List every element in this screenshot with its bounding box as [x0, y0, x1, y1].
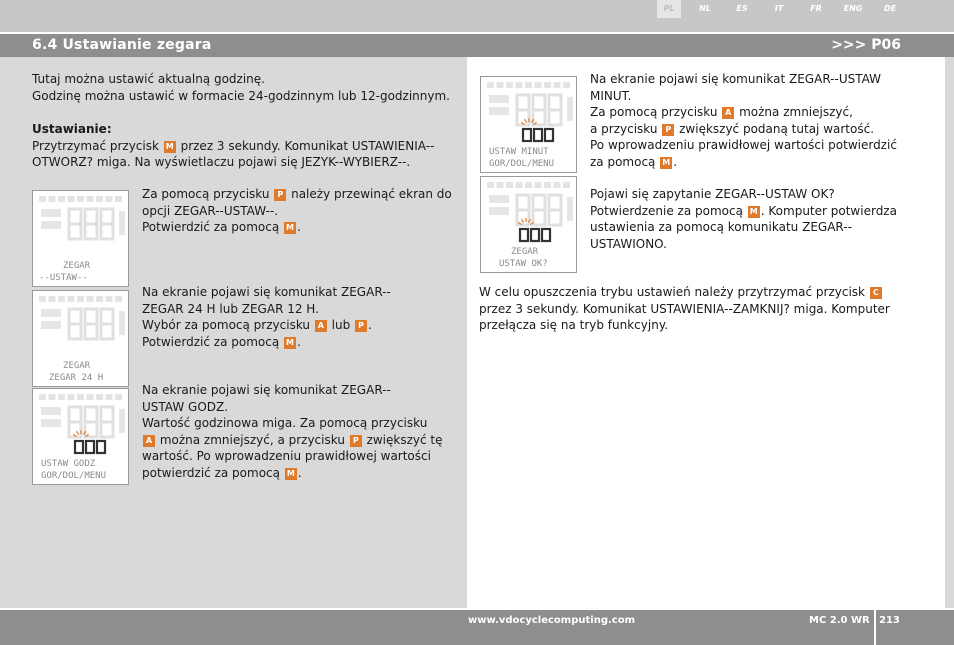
lcd-caption-5a: ZEGAR [511, 247, 539, 257]
lang-tab-pl[interactable]: PL [657, 0, 681, 18]
lcd-screen-2 [32, 290, 129, 387]
step-3-text: Na ekranie pojawi się komunikat ZEGAR-- USTAW GODZ. Wartość godzinowa miga. Za pomocą przycisku A można zmniejszyć, a przycisku P zwiększyć tę wartość. Po wprowadzeniu prawidłowej wartości potwierdzić za pomocą M . [142, 383, 443, 480]
lcd-caption-5b: USTAW OK? [499, 259, 548, 269]
right-edge-strip [945, 57, 954, 608]
a-key-icon: A [722, 107, 734, 119]
footer [0, 610, 954, 645]
step-2-text: Na ekranie pojawi się komunikat ZEGAR-- ZEGAR 24 H lub ZEGAR 12 H. Wybór za pomocą przycisku A lub P . Potwierdzić za pomocą M . [142, 285, 391, 349]
m-key-icon: M [660, 157, 672, 169]
a-key-icon: A [143, 435, 155, 447]
m-key-icon: M [284, 222, 296, 234]
step-5-text: Pojawi się zapytanie ZEGAR--USTAW OK? Potwierdzenie za pomocą M . Komputer potwierdza ustawienia za pomocą komunikatu ZEGAR-- USTAWIONO. [590, 187, 897, 251]
lang-tab-eng[interactable]: ENG [843, 4, 863, 13]
lcd-screen-3 [32, 388, 129, 485]
setting-block [32, 121, 434, 171]
p-key-icon: P [274, 189, 286, 201]
intro-line-1: Tutaj można ustawić aktualną godzinę. [32, 72, 265, 86]
page-number: 213 [879, 615, 900, 626]
step-1-text: Za pomocą przycisku P należy przewinąć ekran do opcji ZEGAR--USTAW--. Potwierdzić za pomocą M . [142, 187, 452, 234]
m-key-icon: M [748, 206, 760, 218]
lang-tab-it[interactable]: IT [774, 4, 784, 13]
lang-tab-es[interactable]: ES [736, 4, 748, 13]
lcd-caption-3a: USTAW GODZ [41, 459, 96, 469]
lcd-caption-3b: GOR/DOL/MENU [41, 471, 107, 481]
lcd-caption-4b: GOR/DOL/MENU [489, 159, 555, 169]
lcd-caption-4a: USTAW MINUT [489, 147, 549, 157]
lcd-caption-1b: --USTAW-- [39, 273, 88, 283]
section-title: 6.4 Ustawianie zegara [32, 37, 212, 53]
setting-line-1: Przytrzymać przycisk M przez 3 sekundy. Komunikat USTAWIENIA-- [32, 138, 435, 153]
m-key-icon: M [285, 468, 297, 480]
intro-text [32, 71, 450, 104]
c-key-icon: C [870, 287, 882, 299]
setting-line-2: OTWORZ? miga. Na wyświetlaczu pojawi się JEZYK--WYBIERZ--. [32, 155, 411, 169]
m-key-icon: M [284, 337, 296, 349]
setting-heading: Ustawianie: [32, 122, 112, 136]
intro-line-2: Godzinę można ustawić w formacie 24-godzinnym lub 12-godzinnym. [32, 88, 450, 103]
lcd-caption-1a: ZEGAR [63, 261, 91, 271]
exit-text: W celu opuszczenia trybu ustawień należy przytrzymać przycisk C przez 3 sekundy. Komunikat USTAWIENIA--ZAMKNIJ? miga. Komputer przełącza się na tryb funkcyjny. [479, 285, 890, 332]
lcd-caption-2a: ZEGAR [63, 361, 91, 371]
lang-tab-nl[interactable]: NL [699, 4, 711, 13]
lang-tab-fr[interactable]: FR [810, 4, 822, 13]
lang-tab-de[interactable]: DE [883, 4, 897, 13]
p-key-icon: P [662, 124, 674, 136]
p-key-icon: P [350, 435, 362, 447]
footer-separator [874, 610, 876, 645]
p-key-icon: P [355, 320, 367, 332]
footer-model: MC 2.0 WR [809, 615, 870, 626]
section-code: >>> P06 [831, 37, 901, 53]
language-bar [0, 0, 954, 32]
lcd-caption-2b: ZEGAR 24 H [49, 373, 104, 383]
lcd-screen-5 [480, 176, 577, 273]
step-4-text: Na ekranie pojawi się komunikat ZEGAR--USTAW MINUT. Za pomocą przycisku A można zmniejszyć, a przycisku P zwiększyć podaną tutaj wartość. Po wprowadzeniu prawidłowej wartości potwierdzić za pomocą M . [590, 72, 897, 169]
a-key-icon: A [315, 320, 327, 332]
m-key-icon: M [164, 141, 176, 153]
lcd-screen-1 [32, 190, 129, 287]
section-header [0, 34, 954, 57]
lcd-screen-4 [480, 76, 577, 173]
footer-url-link[interactable]: www.vdocyclecomputing.com [468, 615, 636, 626]
